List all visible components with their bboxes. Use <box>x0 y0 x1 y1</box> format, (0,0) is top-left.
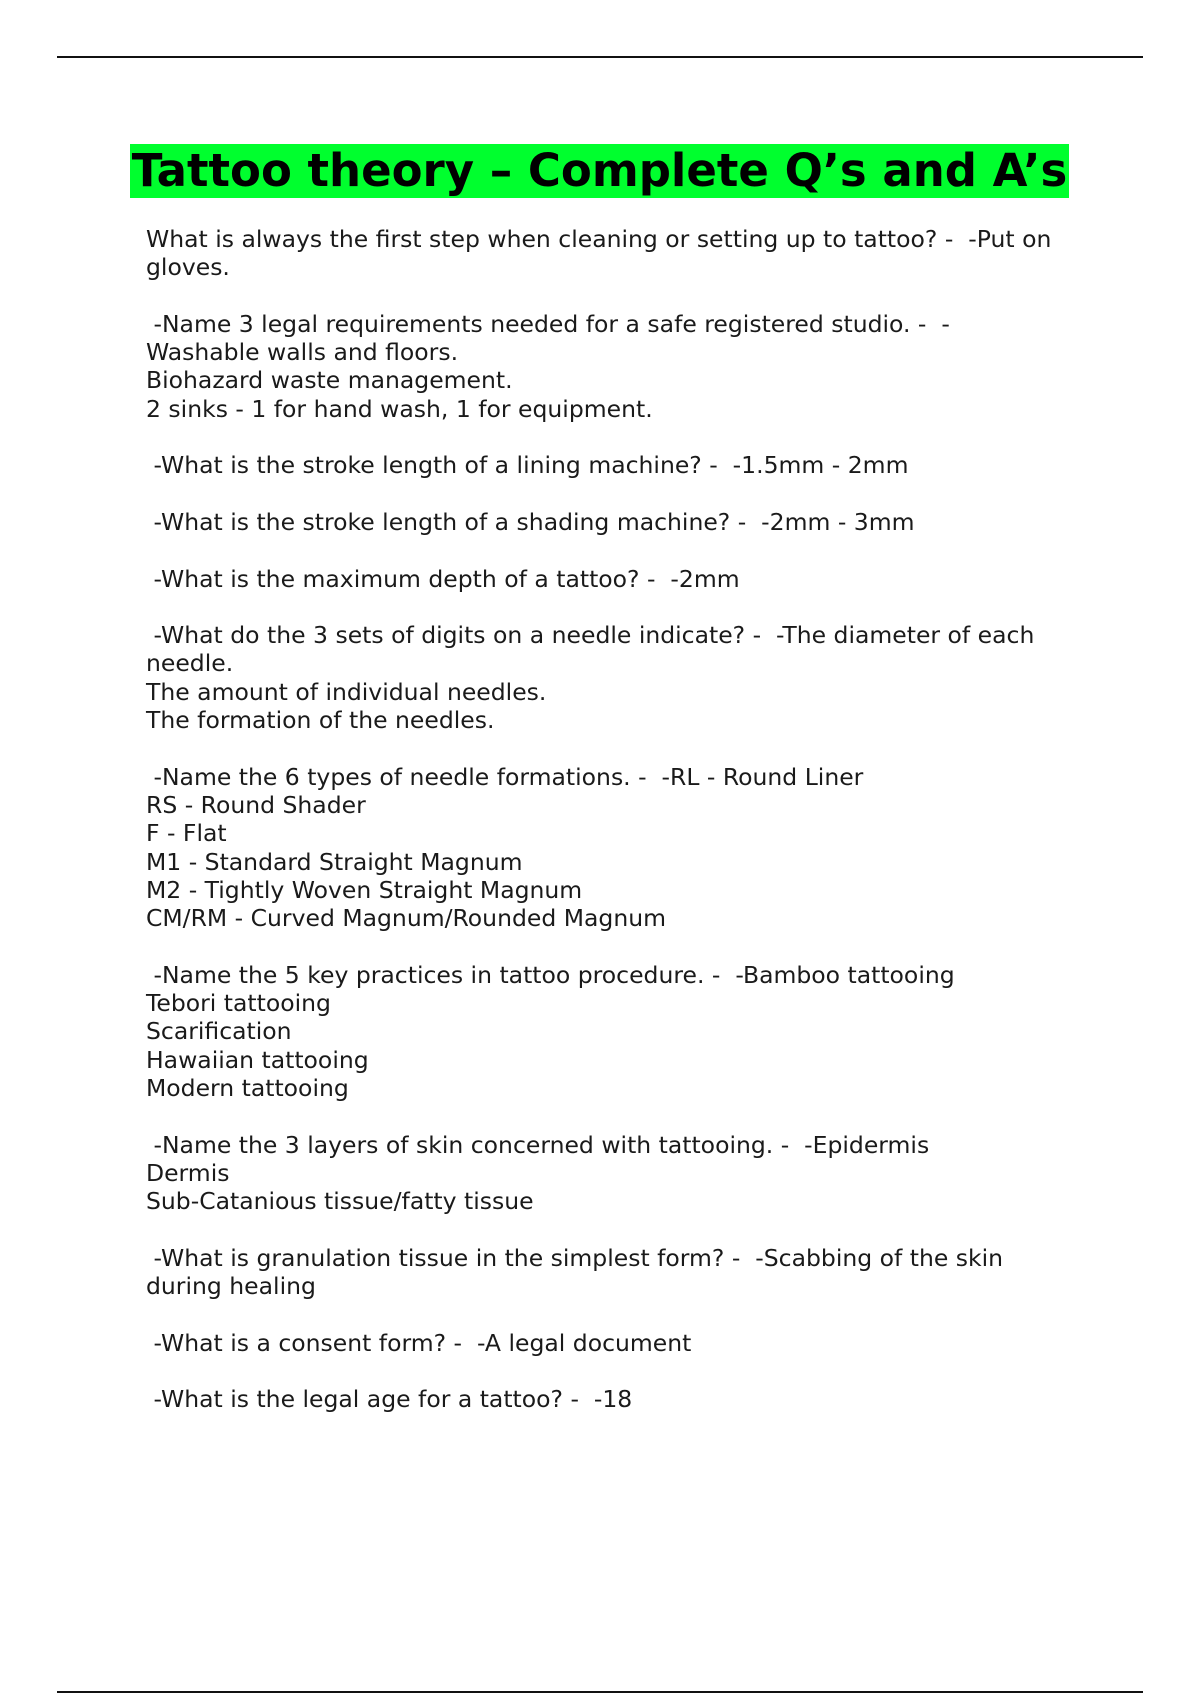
qa-item <box>146 225 1086 282</box>
qa-line: Hawaiian tattooing <box>146 1045 369 1074</box>
qa-line: What is always the first step when cleaning or setting up to tattoo? - -Put on <box>146 225 1052 253</box>
qa-line: The amount of individual needles. <box>146 677 547 706</box>
qa-line: Sub-Catanious tissue/fatty tissue <box>146 1187 534 1216</box>
qa-item <box>146 451 1086 479</box>
qa-item <box>146 1131 1086 1216</box>
qa-list <box>146 225 1086 1442</box>
qa-line: Dermis <box>146 1158 230 1187</box>
qa-line: gloves. <box>146 253 230 282</box>
qa-item <box>146 1244 1086 1301</box>
footer-rule <box>57 1691 1143 1693</box>
qa-line: Scarification <box>146 1017 292 1046</box>
qa-line: -What is the stroke length of a lining machine? - -1.5mm - 2mm <box>146 451 909 480</box>
qa-line: -Name the 5 key practices in tattoo procedure. - -Bamboo tattooing <box>146 960 955 989</box>
qa-item <box>146 310 1086 423</box>
qa-line: -What do the 3 sets of digits on a needle indicate? - -The diameter of each <box>146 621 1035 650</box>
qa-line: 2 sinks - 1 for hand wash, 1 for equipment. <box>146 394 653 423</box>
qa-line: Modern tattooing <box>146 1073 349 1102</box>
qa-line: RS - Round Shader <box>146 790 366 819</box>
qa-item <box>146 1385 1086 1413</box>
qa-line: Tebori tattooing <box>146 989 331 1018</box>
qa-line: M2 - Tightly Woven Straight Magnum <box>146 875 583 904</box>
qa-line: Washable walls and floors. <box>146 338 459 367</box>
qa-line: F - Flat <box>146 819 227 848</box>
qa-item <box>146 1329 1086 1357</box>
qa-line: -Name the 3 layers of skin concerned with tattooing. - -Epidermis <box>146 1130 930 1159</box>
qa-item <box>146 763 1086 933</box>
qa-line: CM/RM - Curved Magnum/Rounded Magnum <box>146 904 667 933</box>
document-title: Tattoo theory – Complete Q’s and A’s <box>131 144 1068 197</box>
title-container <box>0 144 1200 198</box>
qa-line: -What is the legal age for a tattoo? - -18 <box>146 1385 633 1414</box>
qa-line: during healing <box>146 1271 316 1300</box>
qa-line: M1 - Standard Straight Magnum <box>146 847 523 876</box>
qa-item <box>146 565 1086 593</box>
header-rule <box>57 56 1143 58</box>
qa-line: The formation of the needles. <box>146 706 495 735</box>
qa-line: needle. <box>146 649 234 678</box>
qa-item <box>146 621 1086 734</box>
qa-line: -What is the maximum depth of a tattoo? - -2mm <box>146 564 740 593</box>
qa-line: -Name 3 legal requirements needed for a safe registered studio. - - <box>146 309 950 338</box>
qa-line: -What is a consent form? - -A legal document <box>146 1328 692 1357</box>
qa-line: -What is the stroke length of a shading machine? - -2mm - 3mm <box>146 507 915 536</box>
qa-line: -Name the 6 types of needle formations. - -RL - Round Liner <box>146 762 864 791</box>
qa-item <box>146 961 1086 1102</box>
qa-line: Biohazard waste management. <box>146 366 513 395</box>
qa-item <box>146 508 1086 536</box>
qa-line: -What is granulation tissue in the simplest form? - -Scabbing of the skin <box>146 1243 1004 1272</box>
